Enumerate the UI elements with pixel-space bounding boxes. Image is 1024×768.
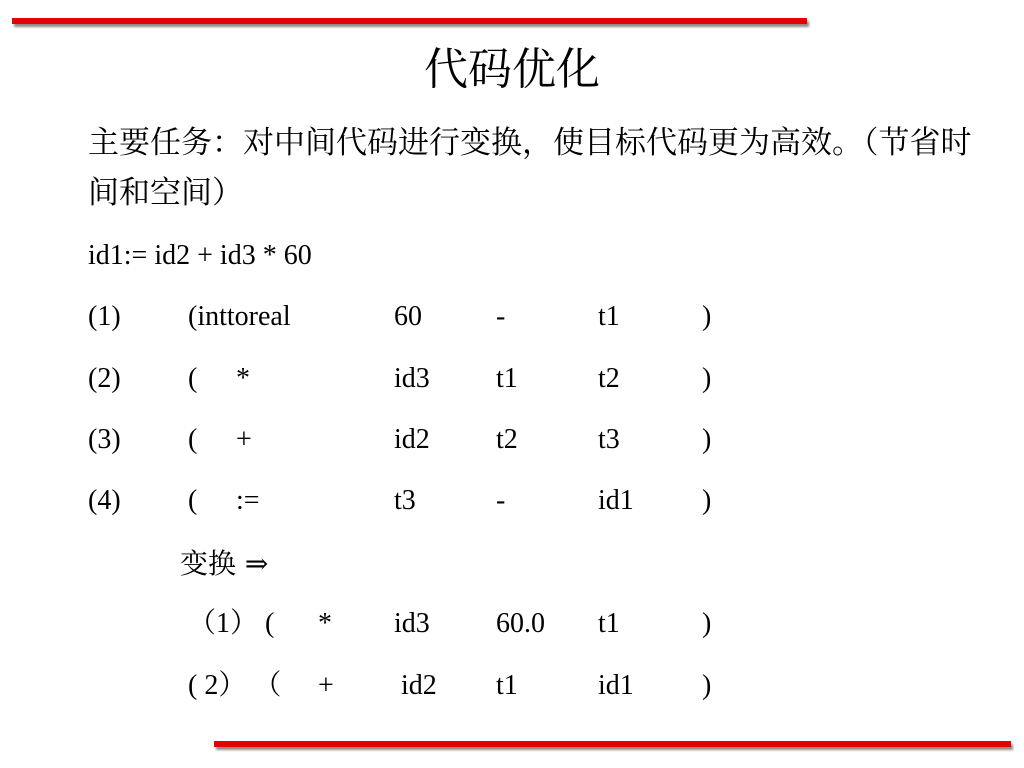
quad-result: t1 [598,301,620,332]
optimized-quad-operator: * [318,608,332,639]
quad-index: (2) [88,363,121,394]
optimized-quad-close: ) [702,608,712,639]
quad-arg2: t2 [496,424,518,455]
quad-open: ( [188,424,198,455]
quad-index: (3) [88,424,121,455]
optimized-quad-head: ( 2） （ [188,670,282,701]
quad-operator: + [236,424,252,455]
quad-close: ) [702,363,712,394]
quad-arg2: - [496,301,506,332]
quad-result: t3 [598,424,620,455]
quad-index: (4) [88,485,121,516]
quad-close: ) [702,424,712,455]
optimized-quad-row [0,666,1024,706]
quad-arg2: - [496,485,506,516]
quad-row [0,420,1024,460]
quad-close: ) [702,485,712,516]
quad-arg2: t1 [496,363,518,394]
bottom-red-rule [214,741,1011,747]
slide-title: 代码优化 [424,44,600,95]
optimized-quad-arg1: id3 [394,608,430,639]
quad-close: ) [702,301,712,332]
quad-operator: * [236,363,250,394]
transform-label: 变换 [180,547,237,580]
optimized-quad-arg1: id2 [394,670,437,701]
quad-result: t2 [598,363,620,394]
optimized-quad-result: id1 [598,670,634,701]
quad-row [0,481,1024,521]
quad-operator: := [236,485,260,516]
task-description: 主要任务：对中间代码进行变换，使目标代码更为高效。（节省时间和空间） [88,125,972,211]
quad-result: id1 [598,485,634,516]
implies-arrow-icon: ⇒ [244,547,269,580]
quad-index: (1) [88,301,121,332]
optimized-quad-row [0,604,1024,644]
quad-arg1: t3 [394,485,416,516]
quad-open: ( [188,485,198,516]
optimized-quad-operator: + [318,670,334,701]
optimized-quad-result: t1 [598,608,620,639]
quad-open: (inttoreal [188,301,291,332]
quad-arg1: 60 [394,301,422,332]
transform-caption [180,544,268,584]
quad-arg1: id3 [394,363,430,394]
quad-row [0,359,1024,399]
optimized-quad-close: ) [702,670,712,701]
optimized-quad-arg2: 60.0 [496,608,545,639]
optimized-quad-arg2: t1 [496,670,518,701]
source-expression: id1:= id2 + id3 * 60 [88,240,312,271]
top-red-rule [12,18,807,24]
quad-arg1: id2 [394,424,430,455]
optimized-quad-head: （1） ( [188,608,275,639]
quad-row [0,297,1024,337]
quad-open: ( [188,363,198,394]
